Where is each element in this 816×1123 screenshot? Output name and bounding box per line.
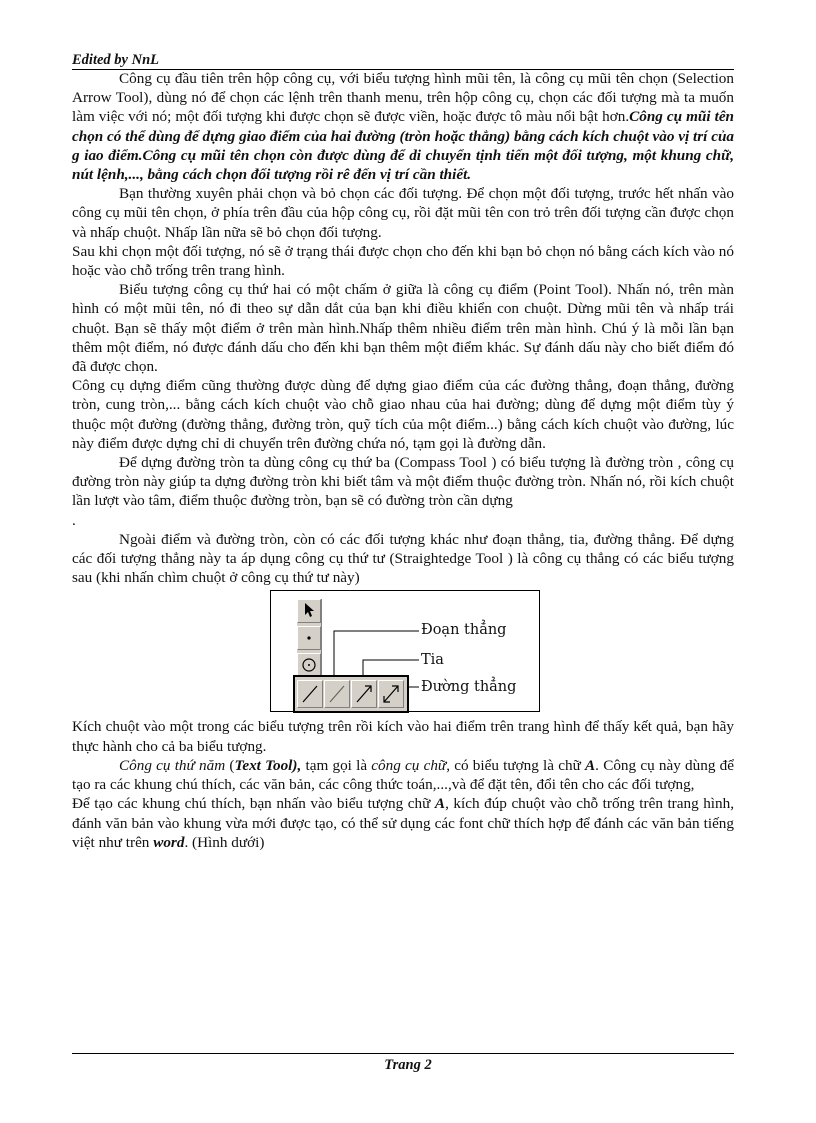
label-line: Đường thẳng — [421, 679, 517, 696]
text-fragment: word — [153, 833, 185, 851]
text-fragment: A — [585, 756, 596, 774]
paragraph-dot: . — [72, 511, 76, 529]
text-fragment: ( — [225, 756, 235, 774]
segment-icon — [325, 681, 349, 707]
text-fragment: , có biểu tượng là chữ — [446, 756, 586, 774]
text-fragment: công cụ chữ — [371, 756, 447, 774]
paragraph-select-deselect: Bạn thường xuyên phải chọn và bỏ chọn các đối tượng. Để chọn một đối tượng, trước hết nhấn vào công cụ mũi tên chọn, ở phía trên đầu của hộp công cụ, rồi đặt mũi tên con trỏ trên đối tượng cần được chọn và nhấp chuột. Nhấp lần nữa sẽ bỏ chọn đối tượng. — [72, 185, 734, 241]
paragraph-point-tool: Biểu tượng công cụ thứ hai có một chấm ở giữa là công cụ điểm (Point Tool). Nhấn nó, trên màn hình có một mũi tên, nó đi theo sự dẫn dắt của bạn khi điều khiển con chuột. Dừng mũi tên và nhấp trái chuột. Bạn sẽ thấy một điểm ở trên màn hình.Nhấp thêm nhiều điểm trên màn hình. Chú ý là mỗi lần bạn thêm một điểm, nó được đánh dấu cho đến khi bạn thêm một điểm khác. Sự đánh dấu này cho biết điểm đó đã được chọn. — [72, 281, 734, 376]
text-fragment: Để tạo các khung chú thích, bạn nhấn vào biểu tượng chữ — [72, 795, 435, 813]
text-fragment: . (Hình dưới) — [184, 833, 265, 851]
header-text: Edited by NnL — [72, 52, 159, 68]
paragraph-selection-tool — [72, 69, 734, 184]
document-body — [72, 69, 734, 852]
paragraph-try-icons: Kích chuột vào một trong các biểu tượng trên rồi kích vào hai điểm trên trang hình để thấy kết quả, bạn hãy thực hành cho cả ba biểu tượng. — [72, 718, 734, 755]
paragraph-straightedge-tool: Ngoài điểm và đường tròn, còn có các đối tượng khác như đoạn thẳng, tia, đường thẳng. Để dựng các đối tượng thẳng này ta áp dụng công cụ thứ tư (Straightedge Tool ) là công cụ thẳng có các biểu tượng sau (khi nhấn chìm chuột ở công cụ thứ tư này) — [72, 530, 734, 587]
paragraph-emphasis: Công cụ mũi tên chọn có thể dùng để dựng giao điểm của hai đường (tròn hoặc thẳng) bằng cách kích chuột vào vị trí của g iao điểm.Công cụ mũi tên chọn còn được dùng để di chuyển tịnh tiến một đối tượng, một khung chữ, nút lệnh,..., bằng cách chọn đối tượng rồi rê đến vị trí cần thiết. — [72, 108, 735, 184]
selection-arrow-tool[interactable] — [297, 599, 321, 623]
page-header — [72, 52, 734, 70]
circle-icon — [298, 654, 320, 676]
arrow-cursor-icon — [298, 600, 320, 622]
segment-tool-alt[interactable] — [324, 680, 350, 708]
text-fragment: Công cụ thứ năm — [119, 756, 226, 774]
footer-rule — [72, 1053, 734, 1054]
ray-tool[interactable] — [351, 680, 377, 708]
paragraph-text: Công cụ đầu tiên trên hộp công cụ, với biểu tượng hình mũi tên, là công cụ mũi tên chọn (Selection Arrow Tool), dùng nó để chọn các lệnh trên thanh menu, trên hộp công cụ, chọn các đối tượng mà ta muốn làm việc với nó; một đối tượng khi được chọn sẽ được viền, hoặc được tô màu nổi bật hơn. — [72, 70, 734, 126]
toolbox-column — [297, 599, 322, 679]
paragraph-compass-tool: Để dựng đường tròn ta dùng công cụ thứ ba (Compass Tool ) có biểu tượng là đường tròn , công cụ đường tròn này giúp ta dựng đường tròn khi biết tâm và một điểm thuộc đường tròn. Nhấn nó, rồi kích chuột lần lượt vào tâm, điểm thuộc đường tròn, bạn sẽ có đường tròn cần dựng — [72, 454, 734, 510]
page-number: Trang 2 — [384, 1057, 432, 1073]
text-fragment: . Công cụ này dùng để tạo ra các khung chú thích, các văn bản, các công thức toán,...,và để đặt tên, đổi tên cho các đối tượng, — [72, 756, 734, 794]
ray-icon — [352, 681, 376, 707]
segment-icon — [298, 681, 322, 707]
compass-tool[interactable] — [297, 653, 321, 677]
point-icon — [298, 627, 320, 649]
paragraph-point-usage: Công cụ dựng điểm cũng thường được dùng để dựng giao điểm của các đường thẳng, đoạn thẳng, đường tròn, cung tròn,... bằng cách kích chuột vào chỗ giao nhau của hai đường; dùng để dựng một điểm tùy ý thuộc một đường (đường thẳng, đường tròn, quỹ tích của một điểm...) bằng cách kích chuột vào đường, lúc này điểm được dựng chỉ di chuyển trên đường chứa nó, tạm gọi là đường dẫn. — [72, 377, 734, 452]
line-tool[interactable] — [378, 680, 404, 708]
paragraph-create-caption — [72, 794, 734, 852]
point-tool[interactable] — [297, 626, 321, 650]
paragraph-after-select: Sau khi chọn một đối tượng, nó sẽ ở trạng thái được chọn cho đến khi bạn bỏ chọn nó bằng cách kích vào nó hoặc vào chỗ trống trên trang hình. — [72, 242, 734, 280]
text-fragment: Text Tool), — [234, 756, 302, 774]
line-icon — [379, 681, 403, 707]
label-segment: Đoạn thẳng — [421, 622, 507, 639]
segment-tool[interactable] — [297, 680, 323, 708]
text-fragment: , kích đúp chuột vào chỗ trống trên trang hình, đánh văn bản vào khung vừa mới được tạo, có thể sử dụng các font chữ thích hợp để đánh các văn bản tiếng việt như trên — [72, 795, 735, 851]
paragraph-text-tool — [72, 756, 734, 794]
straightedge-toolbox-figure — [270, 590, 540, 712]
text-fragment: A — [434, 795, 446, 813]
straightedge-tool-strip — [293, 675, 409, 713]
text-fragment: tạm gọi là — [301, 756, 372, 774]
label-ray: Tia — [421, 652, 444, 669]
